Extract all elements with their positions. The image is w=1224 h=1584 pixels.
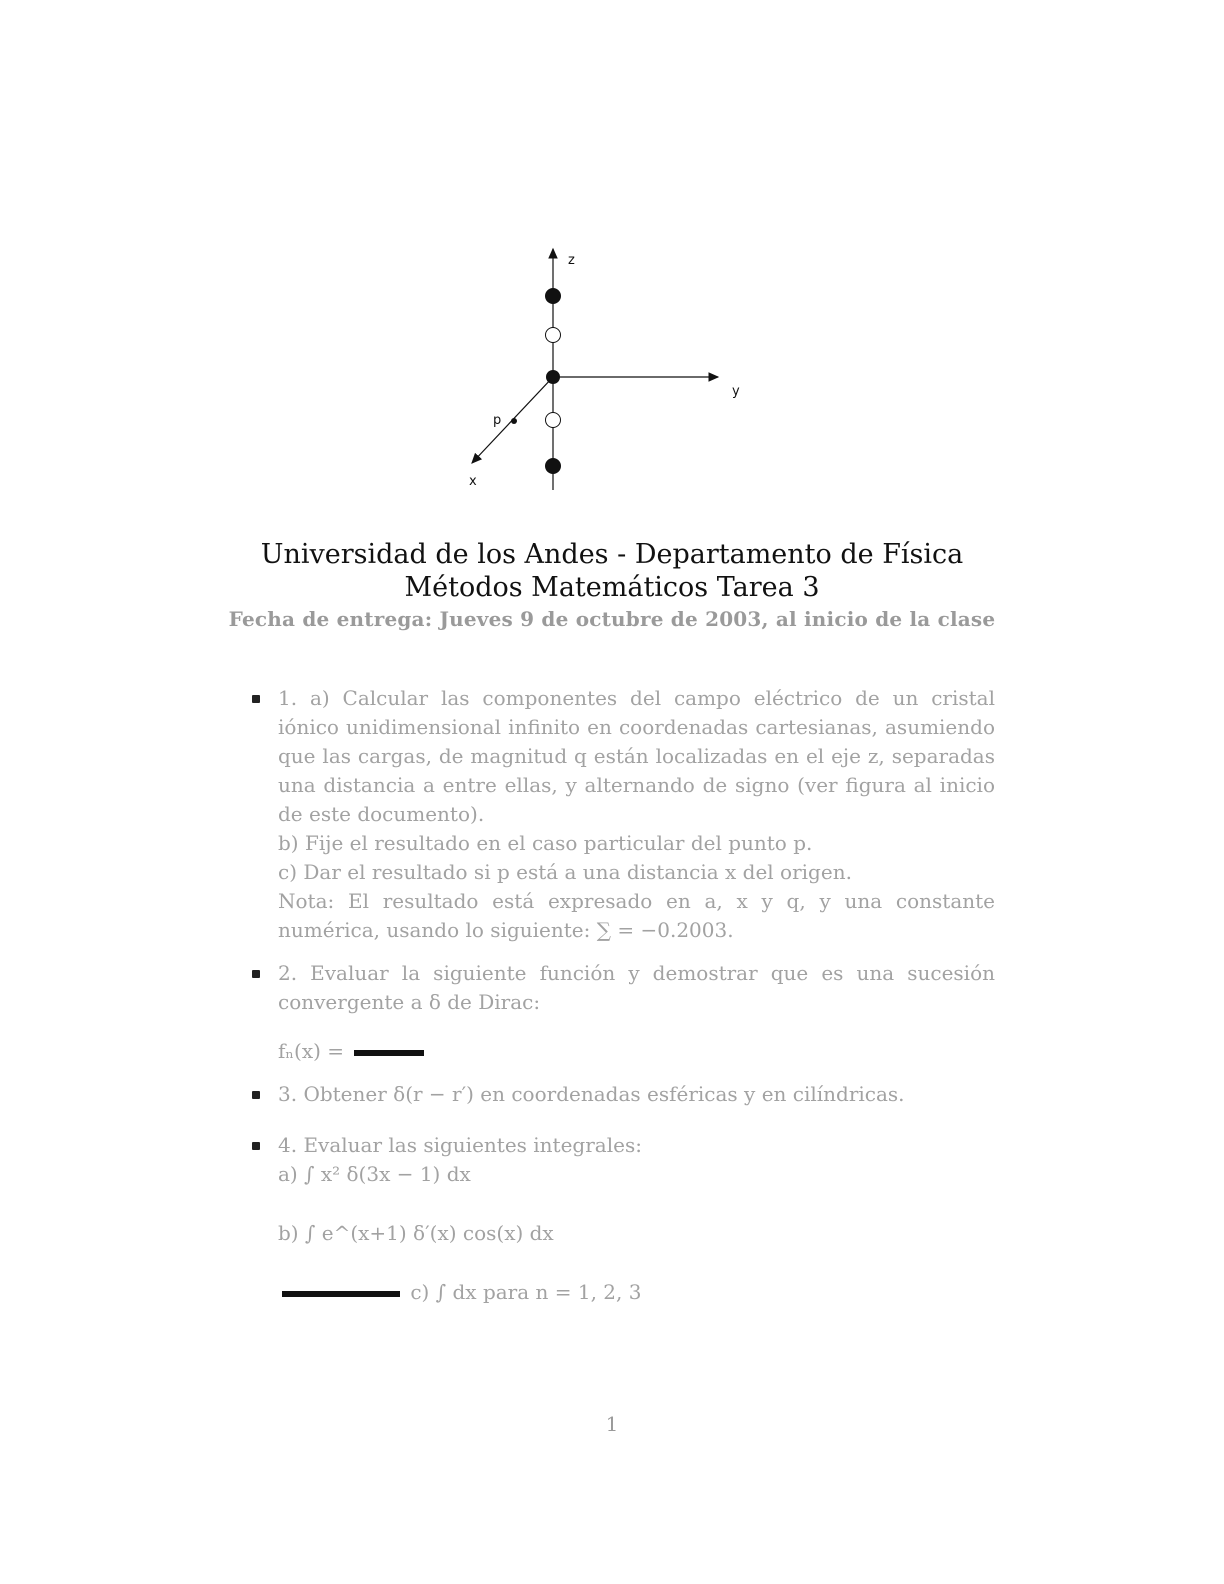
problem-1-note: Nota: El resultado está expresado en a, x y q, y una constante numérica, usando lo siguiente: ∑ = −0.2003. bbox=[278, 889, 995, 942]
due-date-line: Fecha de entrega: Jueves 9 de octubre de 2003, al inicio de la clase bbox=[228, 607, 996, 631]
problem-1-part-c: c) Dar el resultado si p está a una distancia x del origen. bbox=[278, 860, 852, 884]
problem-3-statement: 3. Obtener δ(r − r′) en coordenadas esféricas y en cilíndricas. bbox=[278, 1082, 905, 1106]
problem-1-statement: 1. a) Calcular las componentes del campo eléctrico de un cristal iónico unidimensional infinito en coordenadas cartesianas, asumiendo que las cargas, de magnitud q están localizadas en el eje z, separadas una distancia a entre ellas, y alternando de signo (ver figura al inicio de este documento). bbox=[278, 686, 995, 826]
bullet-icon bbox=[252, 1142, 260, 1150]
problem-3 bbox=[250, 1080, 995, 1109]
problem-4 bbox=[250, 1131, 995, 1307]
problem-4-statement: 4. Evaluar las siguientes integrales: bbox=[278, 1133, 642, 1157]
x-axis-label: x bbox=[469, 474, 477, 489]
bullet-icon bbox=[252, 1091, 260, 1099]
problem-1-part-b: b) Fije el resultado en el caso particular del punto p. bbox=[278, 831, 813, 855]
problem-2 bbox=[250, 959, 995, 1066]
integral-c bbox=[278, 1278, 995, 1307]
charge-filled bbox=[545, 458, 561, 474]
charge-filled bbox=[546, 370, 560, 384]
fraction-bar bbox=[282, 1291, 400, 1297]
integral-b: b) ∫ e^(x+1) δ′(x) cos(x) dx bbox=[278, 1221, 554, 1245]
problem-2-equation bbox=[278, 1037, 995, 1066]
point-p bbox=[511, 418, 517, 424]
fraction-bar bbox=[354, 1050, 424, 1056]
problem-1 bbox=[250, 684, 995, 945]
charge-open bbox=[546, 413, 561, 428]
university-title: Universidad de los Andes - Departamento de Física bbox=[260, 539, 964, 570]
problem-2-statement: 2. Evaluar la siguiente función y demostrar que es una sucesión convergente a δ de Dirac: bbox=[278, 961, 995, 1014]
y-axis-label: y bbox=[732, 384, 740, 399]
z-axis-label: z bbox=[568, 253, 575, 268]
course-title: Métodos Matemáticos Tarea 3 bbox=[404, 572, 820, 603]
point-p-label: p bbox=[493, 413, 502, 428]
charge-open bbox=[546, 328, 561, 343]
problem-list bbox=[250, 684, 995, 1307]
charge-chain-figure bbox=[440, 235, 760, 505]
bullet-icon bbox=[252, 695, 260, 703]
equation-lhs: fₙ(x) = bbox=[278, 1039, 345, 1063]
document-header bbox=[0, 538, 1224, 634]
integral-a: a) ∫ x² δ(3x − 1) dx bbox=[278, 1162, 471, 1186]
bullet-icon bbox=[252, 970, 260, 978]
page-number: 1 bbox=[605, 1412, 619, 1436]
integral-c-text: c) ∫ dx para n = 1, 2, 3 bbox=[410, 1280, 642, 1304]
charge-filled bbox=[545, 288, 561, 304]
